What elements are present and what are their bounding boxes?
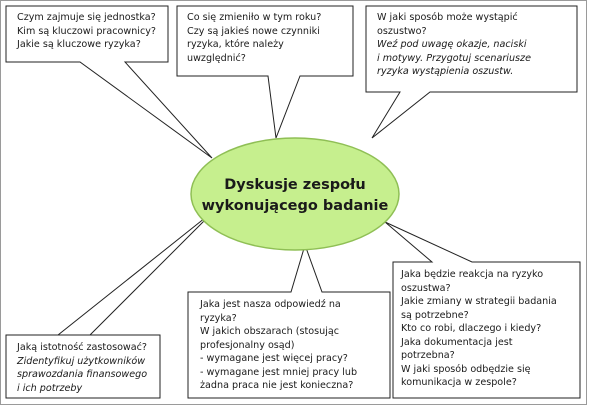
callout-reaction [401,268,557,390]
callout-reaction-line: Jaka dokumentacja jest [401,336,513,348]
callout-response-line: - wymagane jest więcej pracy? [200,353,348,364]
callout-materiality-line: Zidentyfikuj użytkowników [17,355,146,367]
callout-response-line: Jaka jest nasza odpowiedź na [200,299,341,310]
center-topic [195,158,395,234]
callout-entity-line: Jakie są kluczowe ryzyka? [17,39,141,50]
callout-reaction-line: są potrzebne? [401,309,469,321]
callout-reaction-line: Jakie zmiany w strategii badania [401,296,557,307]
callout-changes [187,11,321,65]
callout-materiality-line: Jaką istotność zastosować? [17,342,148,353]
callout-changes-line: Czy są jakieś nowe czynniki [187,25,320,37]
callout-materiality-line: sprawozdania finansowego [17,369,148,380]
center-topic-line-2: wykonującego badanie [201,198,389,214]
callout-fraud-line: ryzyka wystąpienia oszustw. [377,66,514,77]
callout-reaction-line: oszustwa? [401,282,451,294]
callout-entity [17,11,156,52]
callout-response-line: profesjonalny osąd) [200,339,295,351]
callout-response-line: ryzyka? [200,312,237,324]
callout-changes-line: uwzględnić? [187,52,246,64]
callout-fraud-line: oszustwo? [377,25,427,37]
callout-response-line: W jakich obszarach (stosując [200,326,340,337]
callout-changes-line: ryzyka, które należy [187,39,284,50]
callout-response-line: żadna praca nie jest konieczna? [200,380,354,391]
callout-materiality-line: i ich potrzeby [17,382,83,394]
callout-reaction-line: potrzebna? [401,350,455,361]
callout-entity-line: Czym zajmuje się jednostka? [17,12,156,23]
callout-reaction-line: Jaka będzie reakcja na ryzyko [401,269,544,280]
callout-reaction-line: W jaki sposób odbędzie się [401,363,531,375]
callout-entity-line: Kim są kluczowi pracownicy? [17,25,157,37]
callout-fraud [377,11,531,79]
center-topic-line-1: Dyskusje zespołu [224,177,366,193]
callout-response-line: - wymagane jest mniej pracy lub [200,366,358,378]
callout-materiality [17,341,147,395]
callout-response [200,298,357,393]
callout-changes-line: Co się zmieniło w tym roku? [187,12,322,23]
callout-fraud-line: W jaki sposób może wystąpić [377,12,518,23]
callout-reaction-line: komunikacja w zespole? [401,377,517,388]
callout-reaction-line: Kto co robi, dlaczego i kiedy? [401,323,542,334]
callout-fraud-line: i motywy. Przygotuj scenariusze [377,52,531,64]
callout-fraud-line: Weź pod uwagę okazje, naciski [377,39,527,50]
